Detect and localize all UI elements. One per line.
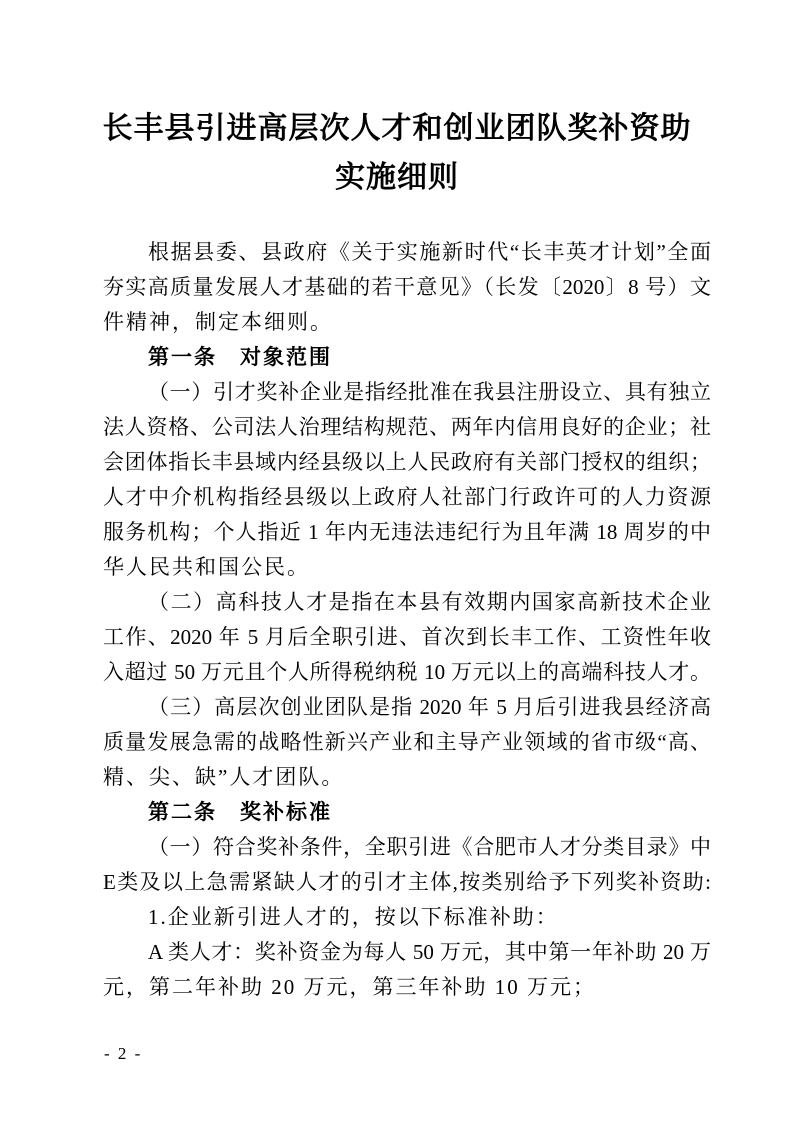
text-line: 夯实高质量发展人才基础的若干意见》（长发〔2020〕8 号）文: [103, 275, 711, 299]
text-line: （三）高层次创业团队是指 2020 年 5 月后引进我县经济高: [148, 695, 711, 719]
document-title-line-2: 实施细则: [335, 161, 459, 194]
text-line: 人才中介机构指经县级以上政府人社部门行政许可的人力资源: [103, 485, 711, 509]
text-line: （一）引才奖补企业是指经批准在我县注册设立、具有独立: [148, 380, 711, 404]
document-title: [0, 104, 794, 202]
text-line: 入超过 50 万元且个人所得税纳税 10 万元以上的高端科技人才。: [103, 660, 711, 684]
heading-line-article-2: 第二条 奖补标准: [148, 801, 332, 824]
text-line: E类及以上急需紧缺人才的引才主体,按类别给予下列奖补资助:: [103, 870, 711, 894]
text-line: A 类人才：奖补资金为每人 50 万元，其中第一年补助 20 万: [148, 940, 711, 964]
text-line: 元，第二年补助 20 万元，第三年补助 10 万元；: [103, 975, 596, 999]
text-line: 根据县委、县政府《关于实施新时代“长丰英才计划”全面: [148, 240, 711, 264]
heading-line-article-1: 第一条 对象范围: [148, 346, 332, 369]
document-body: [103, 235, 711, 1005]
page-number: - 2 -: [104, 1044, 143, 1063]
text-line: 精、尖、缺”人才团队。: [103, 765, 345, 789]
text-line: 工作、2020 年 5 月后全职引进、首次到长丰工作、工资性年收: [103, 625, 711, 649]
text-line: 华人民共和国公民。: [103, 555, 310, 579]
text-line: （一）符合奖补条件，全职引进《合肥市人才分类目录》中: [148, 835, 711, 859]
text-line: 1.企业新引进人才的，按以下标准补助：: [148, 905, 559, 929]
text-line: 服务机构；个人指近 1 年内无违法违纪行为且年满 18 周岁的中: [103, 520, 711, 544]
text-line: 法人资格、公司法人治理结构规范、两年内信用良好的企业；社: [103, 415, 711, 439]
text-line: 质量发展急需的战略性新兴产业和主导产业领域的省市级“高、: [103, 730, 711, 754]
text-line: （二）高科技人才是指在本县有效期内国家高新技术企业: [148, 590, 711, 614]
text-line: 会团体指长丰县域内经县级以上人民政府有关部门授权的组织；: [103, 450, 711, 474]
text-line: 件精神，制定本细则。: [103, 310, 333, 334]
document-title-line-1: 长丰县引进高层次人才和创业团队奖补资助: [102, 112, 692, 145]
